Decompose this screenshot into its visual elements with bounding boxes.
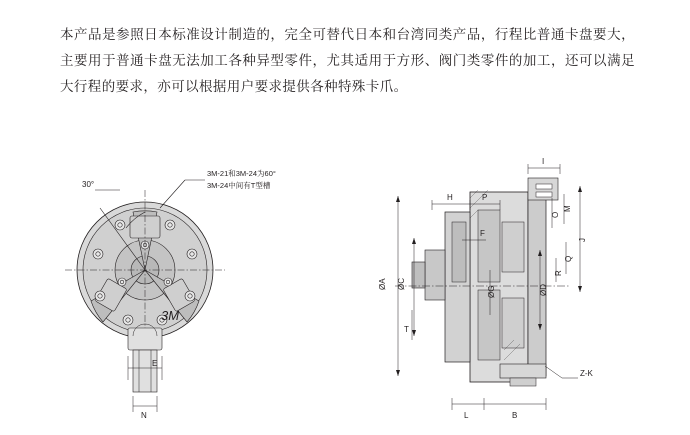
dim-label-B: B <box>512 411 518 420</box>
technical-drawings <box>0 150 690 435</box>
product-description: 本产品是参照日本标准设计制造的，完全可替代日本和台湾同类产品，行程比普通卡盘要大，主要用于普通卡盘无法加工各种异型零件，尤其适用于方形、阀门类零件的加工，还可以满足大行程的要求，亦可以根据用户要求提供各种特殊卡爪。 <box>60 27 635 94</box>
dim-label-diaC: ØC <box>397 278 406 290</box>
dim-label-P: P <box>482 193 488 202</box>
dim-label-L: L <box>464 411 469 420</box>
dim-label-R: R <box>554 270 563 276</box>
dim-label-Q: Q <box>564 255 573 262</box>
dim-label-O: O <box>551 211 560 218</box>
dim-label-I: I <box>542 157 545 166</box>
dim-label-diaA: ØA <box>378 278 387 290</box>
dim-label-H: H <box>447 193 453 202</box>
dim-label-ZK: Z-K <box>580 369 593 378</box>
front-view-note-1: 3M-21和3M-24为60° <box>207 169 276 178</box>
dim-label-J: J <box>578 238 587 242</box>
dim-label-N: N <box>141 411 147 420</box>
dim-label-E: E <box>152 359 158 368</box>
front-view-angle-label: 30° <box>82 180 95 189</box>
dim-label-M: M <box>563 205 572 212</box>
dim-label-diaD: ØD <box>539 284 548 296</box>
front-view-note-2: 3M-24中间有T型槽 <box>207 181 271 190</box>
dim-label-F: F <box>480 229 485 238</box>
front-view-group <box>65 180 225 412</box>
dim-label-T: T <box>404 325 409 334</box>
front-view-center-label: 3M <box>161 308 180 323</box>
dim-label-diaG: ØG <box>487 285 496 298</box>
